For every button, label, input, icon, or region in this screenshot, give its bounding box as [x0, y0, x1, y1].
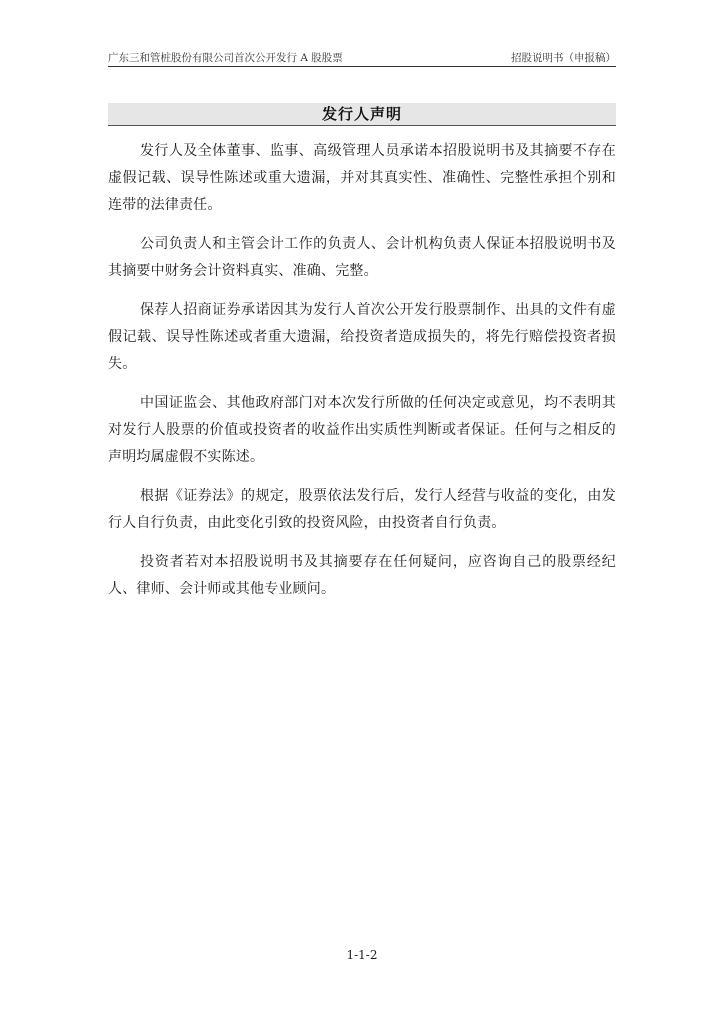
statement-paragraph: 发行人及全体董事、监事、高级管理人员承诺本招股说明书及其摘要不存在虚假记载、误导性陈述或重大遗漏，并对其真实性、准确性、完整性承担个别和连带的法律责任。 [108, 143, 616, 213]
statement-paragraph: 根据《证券法》的规定，股票依法发行后，发行人经营与收益的变化，由发行人自行负责，由此变化引致的投资风险，由投资者自行负责。 [108, 488, 616, 531]
statement-paragraph: 投资者若对本招股说明书及其摘要存在任何疑问，应咨询自己的股票经纪人、律师、会计师或其他专业顾问。 [108, 554, 616, 597]
section-title-bar [108, 103, 616, 126]
page-number: 1-1-2 [346, 948, 378, 962]
statement-paragraph: 中国证监会、其他政府部门对本次发行所做的任何决定或意见，均不表明其对发行人股票的价值或投资者的收益作出实质性判断或者保证。任何与之相反的声明均属虚假不实陈述。 [108, 395, 616, 465]
statement-body [108, 138, 616, 615]
section-title: 发行人声明 [321, 105, 402, 123]
header-document-type: 招股说明书（申报稿） [511, 52, 616, 64]
statement-paragraph: 公司负责人和主管会计工作的负责人、会计机构负责人保证本招股说明书及其摘要中财务会计资料真实、准确、完整。 [108, 236, 616, 279]
page-header [108, 50, 616, 67]
statement-paragraph: 保荐人招商证券承诺因其为发行人首次公开发行股票制作、出具的文件有虚假记载、误导性陈述或者重大遗漏，给投资者造成损失的，将先行赔偿投资者损失。 [108, 302, 616, 372]
header-company-title: 广东三和管桩股份有限公司首次公开发行 A 股股票 [108, 52, 343, 64]
